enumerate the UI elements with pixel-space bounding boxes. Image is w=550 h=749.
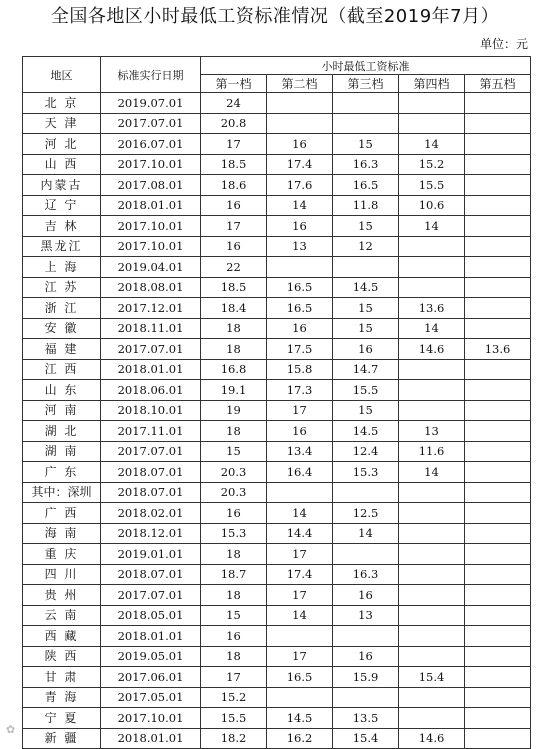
tier-5-cell	[465, 359, 531, 380]
region-cell: 湖 北	[23, 421, 101, 442]
table-row	[23, 441, 531, 462]
tier-4-cell: 14.6	[399, 339, 465, 360]
tier-3-cell: 12	[333, 236, 399, 257]
date-cell: 2017.10.01	[101, 154, 201, 175]
tier-5-cell	[465, 667, 531, 688]
table-row	[23, 605, 531, 626]
table-row	[23, 195, 531, 216]
date-cell: 2017.11.01	[101, 421, 201, 442]
tier-5-cell	[465, 154, 531, 175]
tier-3-cell: 15	[333, 134, 399, 155]
tier-1-cell: 18	[201, 421, 267, 442]
table-row	[23, 462, 531, 483]
tier-4-cell	[399, 482, 465, 503]
tier-3-cell: 12.4	[333, 441, 399, 462]
table-row	[23, 503, 531, 524]
tier-3-cell: 15	[333, 400, 399, 421]
tier-1-cell: 15.3	[201, 523, 267, 544]
tier-4-cell: 14.6	[399, 728, 465, 749]
unit-label: 单位：元	[479, 37, 528, 51]
date-cell: 2017.07.01	[101, 113, 201, 134]
date-cell: 2018.07.01	[101, 462, 201, 483]
tier-5-cell	[465, 482, 531, 503]
tier-2-cell	[267, 113, 333, 134]
tier-4-cell	[399, 113, 465, 134]
tier-2-cell: 16.4	[267, 462, 333, 483]
tier-3-cell: 13	[333, 605, 399, 626]
region-cell: 新 疆	[23, 728, 101, 749]
tier-1-cell: 18.5	[201, 154, 267, 175]
tier-5-cell	[465, 441, 531, 462]
tier-3-cell: 16.3	[333, 564, 399, 585]
table-row	[23, 277, 531, 298]
tier-1-cell: 16	[201, 195, 267, 216]
tier-3-cell: 15	[333, 216, 399, 237]
tier-1-cell: 18.2	[201, 728, 267, 749]
region-cell: 河 北	[23, 134, 101, 155]
tier-4-cell	[399, 523, 465, 544]
tier-5-cell	[465, 195, 531, 216]
tier-3-cell	[333, 113, 399, 134]
tier-2-cell: 17.3	[267, 380, 333, 401]
tier-3-cell: 16.3	[333, 154, 399, 175]
tier-1-cell: 16.8	[201, 359, 267, 380]
region-cell: 云 南	[23, 605, 101, 626]
tier-5-cell	[465, 728, 531, 749]
tier-4-cell	[399, 646, 465, 667]
tier-1-cell: 18	[201, 339, 267, 360]
tier-1-cell: 18.4	[201, 298, 267, 319]
table-row	[23, 216, 531, 237]
region-header: 地区	[23, 57, 101, 93]
tier-2-cell: 16	[267, 421, 333, 442]
tier-2-cell: 13.4	[267, 441, 333, 462]
region-cell: 辽 宁	[23, 195, 101, 216]
tier-5-cell	[465, 503, 531, 524]
tier-3-cell: 14	[333, 523, 399, 544]
tier-4-cell: 11.6	[399, 441, 465, 462]
tier-3-cell: 16.5	[333, 175, 399, 196]
date-cell: 2018.01.01	[101, 728, 201, 749]
tier-5-cell	[465, 544, 531, 565]
region-cell: 陕 西	[23, 646, 101, 667]
tier-2-cell: 14	[267, 605, 333, 626]
table-row	[23, 626, 531, 647]
date-cell: 2018.05.01	[101, 605, 201, 626]
tier-3-cell	[333, 687, 399, 708]
tier-1-cell: 18	[201, 544, 267, 565]
tier-3-cell: 11.8	[333, 195, 399, 216]
table-row	[23, 359, 531, 380]
tier-4-cell	[399, 257, 465, 278]
tier-4-cell: 13	[399, 421, 465, 442]
date-cell: 2018.11.01	[101, 318, 201, 339]
tier-4-cell: 13.6	[399, 298, 465, 319]
tier-2-cell: 17	[267, 585, 333, 606]
tier-2-cell: 16.5	[267, 277, 333, 298]
tier-1-cell: 18	[201, 585, 267, 606]
region-cell: 黑龙江	[23, 236, 101, 257]
tier-4-cell	[399, 564, 465, 585]
tier-4-cell	[399, 400, 465, 421]
tier-2-cell	[267, 257, 333, 278]
tier-5-cell	[465, 646, 531, 667]
tier-5-cell	[465, 523, 531, 544]
tier-1-cell: 16	[201, 626, 267, 647]
region-cell: 广 西	[23, 503, 101, 524]
date-cell: 2017.05.01	[101, 687, 201, 708]
tier-4-cell	[399, 605, 465, 626]
tier-4-cell: 14	[399, 134, 465, 155]
tier-3-cell	[333, 544, 399, 565]
region-cell: 青 海	[23, 687, 101, 708]
table-row	[23, 400, 531, 421]
tier-header-5: 第五档	[465, 75, 531, 93]
table-row	[23, 421, 531, 442]
tier-3-cell: 13.5	[333, 708, 399, 729]
region-cell: 海 南	[23, 523, 101, 544]
table-row	[23, 667, 531, 688]
date-cell: 2017.10.01	[101, 216, 201, 237]
tier-5-cell	[465, 134, 531, 155]
tier-4-cell	[399, 544, 465, 565]
tier-1-cell: 18.5	[201, 277, 267, 298]
table-row	[23, 728, 531, 749]
tier-header-1: 第一档	[201, 75, 267, 93]
date-cell: 2019.07.01	[101, 93, 201, 114]
tier-2-cell: 15.8	[267, 359, 333, 380]
tier-2-cell: 16.5	[267, 298, 333, 319]
region-cell: 内蒙古	[23, 175, 101, 196]
tier-4-cell	[399, 687, 465, 708]
tier-5-cell	[465, 564, 531, 585]
tier-1-cell: 17	[201, 134, 267, 155]
tier-5-cell	[465, 687, 531, 708]
tier-5-cell	[465, 277, 531, 298]
tier-3-cell: 12.5	[333, 503, 399, 524]
region-cell: 重 庆	[23, 544, 101, 565]
tier-1-cell: 16	[201, 236, 267, 257]
tier-2-cell: 14	[267, 195, 333, 216]
table-row	[23, 687, 531, 708]
tier-4-cell	[399, 277, 465, 298]
tier-4-cell: 14	[399, 462, 465, 483]
tier-1-cell: 20.3	[201, 482, 267, 503]
tier-3-cell: 16	[333, 646, 399, 667]
tier-1-cell: 15.5	[201, 708, 267, 729]
tier-4-cell: 15.2	[399, 154, 465, 175]
date-header: 标准实行日期	[101, 57, 201, 93]
tier-4-cell: 14	[399, 318, 465, 339]
tier-4-cell	[399, 93, 465, 114]
tier-header-4: 第四档	[399, 75, 465, 93]
tier-1-cell: 16	[201, 503, 267, 524]
tier-3-cell: 14.5	[333, 277, 399, 298]
tier-3-cell	[333, 257, 399, 278]
tier-3-cell: 15.3	[333, 462, 399, 483]
tier-1-cell: 19	[201, 400, 267, 421]
tier-3-cell	[333, 93, 399, 114]
tier-2-cell: 16	[267, 216, 333, 237]
tier-2-cell: 14	[267, 503, 333, 524]
region-cell: 上 海	[23, 257, 101, 278]
tier-4-cell: 14	[399, 216, 465, 237]
tier-3-cell: 16	[333, 339, 399, 360]
tier-4-cell	[399, 359, 465, 380]
tier-header-2: 第二档	[267, 75, 333, 93]
tier-2-cell	[267, 626, 333, 647]
tier-5-cell	[465, 298, 531, 319]
tier-5-cell	[465, 400, 531, 421]
tier-2-cell	[267, 687, 333, 708]
region-cell: 西 藏	[23, 626, 101, 647]
table-row	[23, 339, 531, 360]
tier-2-cell: 16	[267, 134, 333, 155]
date-cell: 2017.07.01	[101, 585, 201, 606]
tier-1-cell: 15	[201, 605, 267, 626]
date-cell: 2018.06.01	[101, 380, 201, 401]
tier-2-cell: 17.4	[267, 564, 333, 585]
region-cell: 贵 州	[23, 585, 101, 606]
region-cell: 河 南	[23, 400, 101, 421]
tier-4-cell	[399, 708, 465, 729]
table-row	[23, 523, 531, 544]
tier-1-cell: 18.7	[201, 564, 267, 585]
wage-standard-header: 小时最低工资标准	[201, 57, 531, 75]
tier-1-cell: 22	[201, 257, 267, 278]
date-cell: 2018.07.01	[101, 564, 201, 585]
table-row	[23, 380, 531, 401]
date-cell: 2018.07.01	[101, 482, 201, 503]
date-cell: 2017.07.01	[101, 441, 201, 462]
tier-3-cell: 15.4	[333, 728, 399, 749]
tier-2-cell: 13	[267, 236, 333, 257]
region-cell: 山 东	[23, 380, 101, 401]
tier-2-cell	[267, 482, 333, 503]
date-cell: 2018.01.01	[101, 195, 201, 216]
region-cell: 江 西	[23, 359, 101, 380]
table-row	[23, 564, 531, 585]
document-title: 全国各地区小时最低工资标准情况（截至2019年7月）	[50, 6, 500, 27]
tier-4-cell	[399, 626, 465, 647]
tier-4-cell	[399, 236, 465, 257]
table-row	[23, 175, 531, 196]
date-cell: 2019.04.01	[101, 257, 201, 278]
tier-3-cell: 14.7	[333, 359, 399, 380]
date-cell: 2016.07.01	[101, 134, 201, 155]
date-cell: 2018.08.01	[101, 277, 201, 298]
region-cell: 福 建	[23, 339, 101, 360]
table-row	[23, 298, 531, 319]
date-cell: 2017.12.01	[101, 298, 201, 319]
tier-3-cell: 15	[333, 318, 399, 339]
tier-5-cell	[465, 462, 531, 483]
tier-4-cell	[399, 380, 465, 401]
date-cell: 2019.05.01	[101, 646, 201, 667]
tier-5-cell	[465, 380, 531, 401]
table-row	[23, 154, 531, 175]
tier-2-cell: 16.5	[267, 667, 333, 688]
tier-5-cell	[465, 93, 531, 114]
tier-5-cell	[465, 318, 531, 339]
tier-5-cell	[465, 421, 531, 442]
tier-1-cell: 15	[201, 441, 267, 462]
tier-4-cell	[399, 585, 465, 606]
table-row	[23, 113, 531, 134]
region-cell: 江 苏	[23, 277, 101, 298]
tier-5-cell	[465, 605, 531, 626]
region-cell: 安 徽	[23, 318, 101, 339]
tier-5-cell	[465, 626, 531, 647]
tier-2-cell: 17.5	[267, 339, 333, 360]
tier-4-cell: 10.6	[399, 195, 465, 216]
min-wage-table	[22, 56, 531, 749]
date-cell: 2018.12.01	[101, 523, 201, 544]
tier-2-cell: 16.2	[267, 728, 333, 749]
table-row	[23, 585, 531, 606]
region-cell: 吉 林	[23, 216, 101, 237]
tier-1-cell: 15.2	[201, 687, 267, 708]
tier-2-cell: 14.4	[267, 523, 333, 544]
tier-5-cell	[465, 585, 531, 606]
tier-4-cell: 15.4	[399, 667, 465, 688]
table-row	[23, 482, 531, 503]
region-cell: 浙 江	[23, 298, 101, 319]
table-row	[23, 257, 531, 278]
region-cell: 天 津	[23, 113, 101, 134]
date-cell: 2017.10.01	[101, 236, 201, 257]
tier-1-cell: 18	[201, 646, 267, 667]
tier-2-cell: 14.5	[267, 708, 333, 729]
tier-4-cell: 15.5	[399, 175, 465, 196]
table-row	[23, 646, 531, 667]
tier-3-cell: 15.5	[333, 380, 399, 401]
tier-header-3: 第三档	[333, 75, 399, 93]
tier-3-cell: 15.9	[333, 667, 399, 688]
region-cell: 其中：深圳	[23, 482, 101, 503]
region-cell: 北 京	[23, 93, 101, 114]
tier-2-cell: 17.4	[267, 154, 333, 175]
tier-2-cell	[267, 93, 333, 114]
tier-5-cell: 13.6	[465, 339, 531, 360]
table-row	[23, 236, 531, 257]
date-cell: 2019.01.01	[101, 544, 201, 565]
date-cell: 2017.06.01	[101, 667, 201, 688]
tier-3-cell	[333, 626, 399, 647]
table-row	[23, 93, 531, 114]
date-cell: 2018.01.01	[101, 626, 201, 647]
tier-3-cell: 16	[333, 585, 399, 606]
tier-3-cell: 15	[333, 298, 399, 319]
tier-3-cell	[333, 482, 399, 503]
date-cell: 2017.07.01	[101, 339, 201, 360]
table-row	[23, 544, 531, 565]
tier-1-cell: 20.8	[201, 113, 267, 134]
table-row	[23, 708, 531, 729]
region-cell: 湖 南	[23, 441, 101, 462]
tier-2-cell: 17.6	[267, 175, 333, 196]
tier-3-cell: 14.5	[333, 421, 399, 442]
tier-1-cell: 18.6	[201, 175, 267, 196]
tier-1-cell: 24	[201, 93, 267, 114]
tier-5-cell	[465, 257, 531, 278]
tier-5-cell	[465, 236, 531, 257]
table-body	[23, 93, 531, 749]
tier-5-cell	[465, 216, 531, 237]
date-cell: 2017.10.01	[101, 708, 201, 729]
table-row	[23, 134, 531, 155]
date-cell: 2018.02.01	[101, 503, 201, 524]
region-cell: 广 东	[23, 462, 101, 483]
region-cell: 宁 夏	[23, 708, 101, 729]
tier-2-cell: 17	[267, 544, 333, 565]
tier-5-cell	[465, 113, 531, 134]
region-cell: 甘 肃	[23, 667, 101, 688]
tier-4-cell	[399, 503, 465, 524]
date-cell: 2018.01.01	[101, 359, 201, 380]
region-cell: 四 川	[23, 564, 101, 585]
tier-1-cell: 17	[201, 667, 267, 688]
date-cell: 2017.08.01	[101, 175, 201, 196]
region-cell: 山 西	[23, 154, 101, 175]
watermark-logo: ✿	[6, 723, 16, 736]
tier-2-cell: 16	[267, 318, 333, 339]
table-row	[23, 318, 531, 339]
tier-2-cell: 17	[267, 646, 333, 667]
tier-1-cell: 19.1	[201, 380, 267, 401]
date-cell: 2018.10.01	[101, 400, 201, 421]
tier-5-cell	[465, 708, 531, 729]
tier-1-cell: 17	[201, 216, 267, 237]
tier-2-cell: 17	[267, 400, 333, 421]
tier-1-cell: 18	[201, 318, 267, 339]
tier-1-cell: 20.3	[201, 462, 267, 483]
tier-5-cell	[465, 175, 531, 196]
